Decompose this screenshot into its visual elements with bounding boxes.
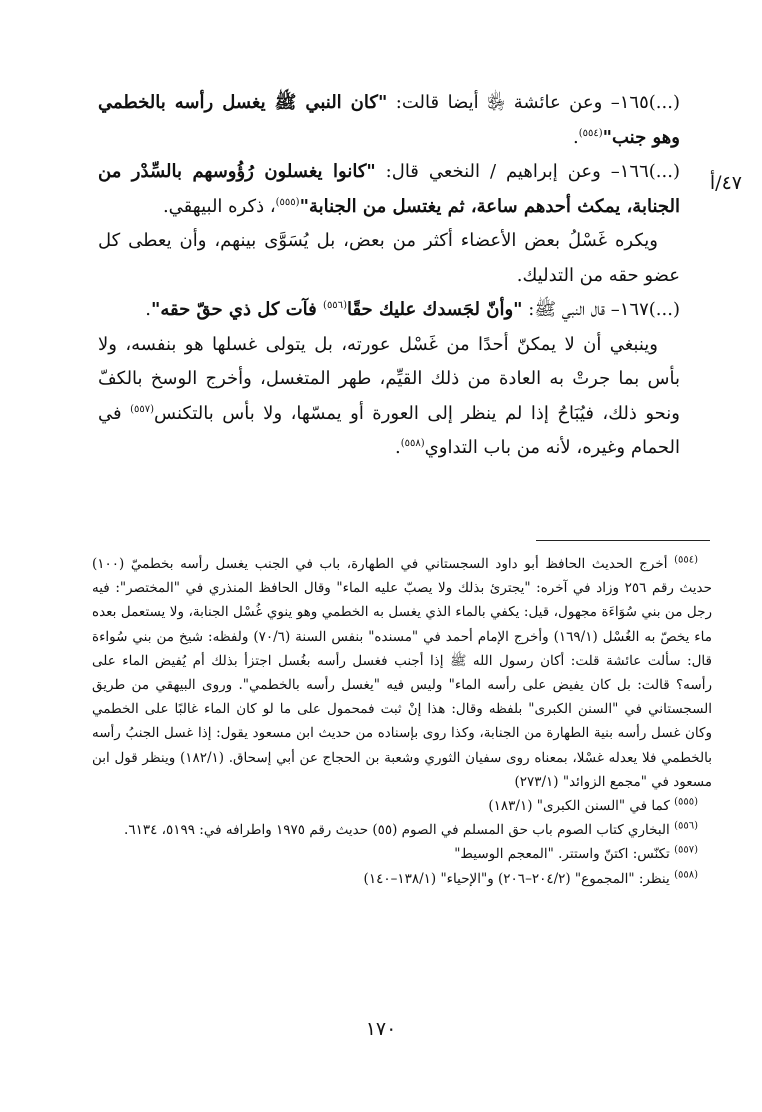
hadith-166 (98, 155, 680, 224)
footnote-ref-558[interactable]: (٥٥٨) (400, 438, 425, 449)
footnote-556 (92, 818, 712, 842)
footnotes-section (92, 552, 712, 891)
hadith-167-intro: (...)١٦٧– قال النبي ﷺ: (522, 299, 680, 320)
paragraph-awra-end: . (395, 437, 401, 458)
footnote-555-number: (٥٥٥) (674, 796, 698, 808)
footnote-ref-554[interactable]: (٥٥٤) (578, 127, 603, 139)
hadith-166-quote: "كانوا يغسلون رُؤُوسهم بالسِّدْر من الجنابة، يمكث أحدهم ساعة، ثم يغتسل من الجنابة" (98, 161, 680, 217)
paragraph-awra-text-cont: في الحمام وغيره، لأنه من باب التداوي (98, 402, 680, 458)
hadith-167-quote-part2: فآت كل ذي حقّ حقه" (150, 299, 324, 320)
footnote-557-text: تكنّس: اكتنّ واستتر. "المعجم الوسيط" (454, 846, 675, 863)
hadith-165-end: . (572, 126, 579, 148)
paragraph-awra-text: وينبغي أن لا يمكنّ أحدًا من غَسْل عورته، بل يتولى غسلها هو بنفسه، ولا بأس بما جرتْ به العادة من ذلك القيِّم، طهر المتغسل، وأخرج الوسخ بالكفّ ونحو ذلك، فيُبَاحُ إذا لم ينظر إلى العورة أو يمسّها، ولا بأس بالتكنس (98, 333, 680, 424)
page-number: ١٧٠ (365, 1018, 397, 1040)
paragraph-makruh: ويكره غَسْلُ بعض الأعضاء أكثر من بعض، بل يُسَوَّى بينهم، وأن يعطى كل عضو حقه من التدليك. (98, 230, 680, 286)
footnote-ref-555[interactable]: (٥٥٥) (275, 196, 300, 208)
footnote-555 (92, 794, 712, 818)
margin-folio-note: ٤٧/أ (709, 172, 742, 194)
footnote-557 (92, 842, 712, 866)
hadith-167 (98, 293, 680, 328)
footnote-separator (536, 540, 710, 541)
footnote-554-text: أخرج الحديث الحافظ أبو داود السجستاني في الطهارة، باب في الجنب يغسل رأسه بخطميّ (١٠٠) حديث رقم ٢٥٦ وزاد في آخره: "يجترئ بذلك ولا يصبّ عليه الماء" وقال الحافظ المنذري في "المختصر": فيه رجل من بني سُوَاءَة مجهول، قيل: يكفي بالماء الذي يغسل به الخطمي وهو ينوي غُسْل الجنابة، ولا يستعمل بعده ماء يخصّ به الغُسْل (١٦٩/١) وأخرج الإمام أحمد في "مسنده" بنفس السنة (٧٠/٦) ولفظه: شيخ من بني سُواءة قال: سألت عائشة قلت: أكان رسول الله ﷺ إذا أجنب فغسل رأسه بغُسل اجتزأ بذلك أم يُفيض الماء على رأسه؟ قالت: بل كان يفيض على رأسه الماء" وليس فيه "يغسل رأسه بالخطمي". وروى البيهقي من طريق السجستاني في "السنن الكبرى" بلفظه وقال: هذا إنْ ثبت فمحمول على ما لو كان الماء غالبًا على الخطمي وكان غسل رأسه بنية الطهارة من الجنابة، وكذا روى بإسناده من حديث ابن مسعود يقول: إذا غسل الجنبُ رأسه بالخطمي فلا يعدله غسْلا، بمعناه روى سفيان الثوري وشعبة بن الحجاج عن أبي إسحاق. (١٨٢/١) وينظر قول ابن مسعود في "مجمع الزوائد" (٢٧٣/١) (92, 556, 713, 790)
footnote-558-number: (٥٥٨) (674, 869, 698, 881)
paragraph-awra (98, 328, 680, 466)
footnote-558-text: ينظر: "المجموع" (٢٠٤/٢–٢٠٦) و"الإحياء" (١٣٨/١–١٤٠) (363, 870, 675, 887)
footnote-555-text: كما في "السنن الكبرى" (١٨٣/١) (488, 798, 675, 815)
footnote-556-number: (٥٥٦) (674, 820, 698, 832)
hadith-167-end: . (145, 299, 151, 320)
hadith-165 (98, 86, 680, 155)
hadith-167-quote-part1: "وأنّ لجَسدك عليك حقًا (346, 299, 523, 320)
hadith-166-end: ، ذكره البيهقي. (162, 195, 276, 217)
hadith-165-intro: (...)١٦٥– وعن عائشة ﵂ أيضا قالت: (387, 92, 680, 113)
footnote-ref-557[interactable]: (٥٥٧) (130, 403, 155, 415)
footnote-557-number: (٥٥٧) (674, 844, 698, 856)
hadith-166-intro: (...)١٦٦– وعن إبراهيم / النخعي قال: (375, 161, 680, 182)
hadith-165-quote: "كان النبي ﷺ يغسل رأسه بالخطمي وهو جنب" (98, 92, 680, 148)
footnote-ref-556[interactable]: (٥٥٦) (323, 300, 347, 311)
footnote-558 (92, 867, 712, 891)
footnote-556-text: البخاري كتاب الصوم باب حق المسلم في الصوم (٥٥) حديث رقم ١٩٧٥ واطرافه في: ٥١٩٩، ٦١٣٤. (124, 822, 675, 839)
footnote-554 (92, 552, 712, 794)
footnote-554-number: (٥٥٤) (674, 554, 698, 566)
main-text-body (98, 86, 680, 466)
